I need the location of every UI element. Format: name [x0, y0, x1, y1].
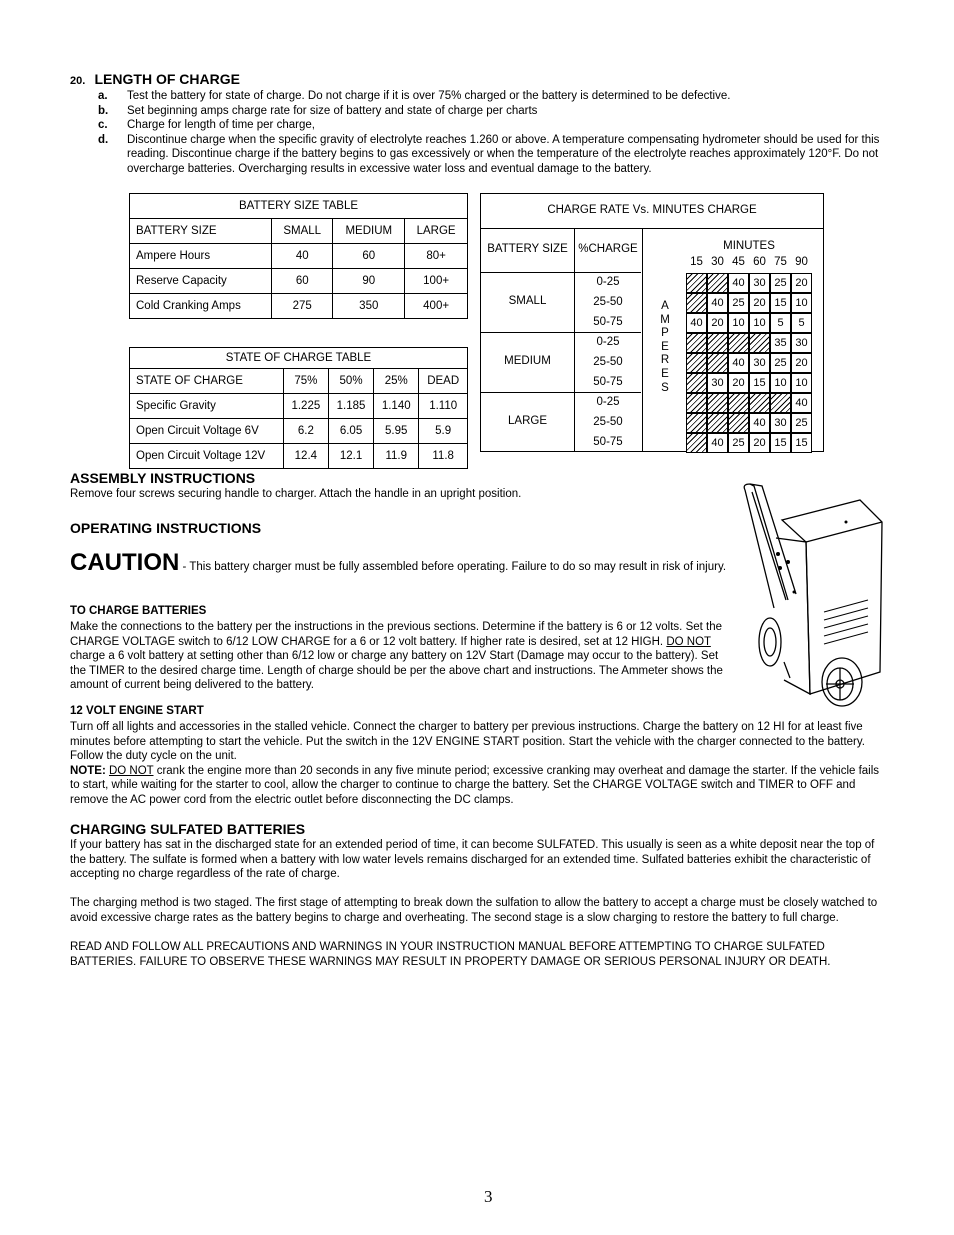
ampere-cell: 15 [770, 433, 791, 453]
assembly-text: Remove four screws securing handle to charger. Attach the handle in an upright position. [70, 488, 522, 500]
percent-charge-label: 0-25 [596, 336, 620, 348]
ampere-cell: 40 [728, 353, 749, 373]
table-cell: Ampere Hours [130, 244, 272, 269]
section-length-heading [70, 71, 240, 87]
table-title: STATE OF CHARGE TABLE [130, 348, 468, 369]
amperes-letter: S [661, 381, 669, 394]
percent-charge-label: 50-75 [593, 436, 623, 448]
ampere-cell: 40 [791, 393, 812, 413]
hatched-cell [749, 393, 770, 413]
section-title: LENGTH OF CHARGE [94, 71, 240, 87]
ampere-cell: 20 [791, 273, 812, 293]
hatched-cell [707, 273, 728, 293]
ampere-cell: 40 [707, 293, 728, 313]
table-cell: 5.95 [374, 419, 419, 444]
hatched-cell [728, 393, 749, 413]
table-cell: 11.8 [419, 444, 468, 469]
ampere-cell: 20 [749, 433, 770, 453]
list-item [98, 89, 884, 104]
list-letter: b. [98, 104, 109, 117]
table-cell: 350 [333, 294, 405, 319]
table-cell: 90 [333, 269, 405, 294]
engine-start-text [70, 720, 884, 808]
ampere-cell: 40 [686, 313, 707, 333]
list-item [98, 133, 884, 177]
list-letter: a. [98, 90, 108, 102]
hatched-cell [686, 433, 707, 453]
engine-start-note [70, 764, 884, 808]
battery-size-table [129, 193, 468, 319]
note-text: crank the engine more than 20 seconds in any five minute period; excessive cranking may overheat and damage the starter. If the vehicle fails to start, while waiting for the starter to cool, allow the charger to continue to charge the battery. Set the CHARGE VOLTAGE switch and TIMER to OFF and remove the AC power cord from the electric outlet before disconnecting the DC clamps. [70, 764, 880, 806]
ampere-cell: 15 [770, 293, 791, 313]
caution-word: CAUTION [70, 549, 180, 576]
table-cell: Cold Cranking Amps [130, 294, 272, 319]
table-cell: 1.140 [374, 394, 419, 419]
hatched-cell [707, 333, 728, 353]
hatched-cell [686, 393, 707, 413]
table-header: 75% [283, 369, 328, 394]
ampere-cell: 30 [749, 273, 770, 293]
charge-rate-table [480, 193, 824, 452]
battery-size-label: LARGE [508, 415, 547, 427]
ampere-cell: 10 [770, 373, 791, 393]
percent-charge-label: 25-50 [593, 356, 623, 368]
table-cell: 60 [333, 244, 405, 269]
table-cell: 1.185 [328, 394, 373, 419]
amperes-letter: R [660, 354, 670, 367]
minutes-tick: 45 [732, 256, 745, 268]
table-cell: 11.9 [374, 444, 419, 469]
length-of-charge-list [98, 89, 884, 176]
hatched-cell [686, 353, 707, 373]
amperes-letter: A [661, 300, 669, 312]
amperes-letter: E [661, 340, 669, 353]
to-charge-text [70, 620, 735, 693]
sulfated-text [70, 838, 884, 969]
table-header: SMALL [272, 219, 333, 244]
battery-charger-illustration [740, 482, 885, 710]
table-cell: 80+ [405, 244, 468, 269]
to-charge-text-a: Make the connections to the battery per the instructions in the previous sections. Determine if the battery is 6 or 12 volts. Set the CHARGE VOLTAGE switch to 6/12 LOW CHARGE for a 6 or 12 volt battery. If higher rate is desired, set at 12 HIGH. [70, 621, 723, 648]
hatched-cell [728, 413, 749, 433]
table-cell: Reserve Capacity [130, 269, 272, 294]
ampere-cell: 5 [791, 313, 812, 333]
hatched-cell [686, 293, 707, 313]
table-title: CHARGE RATE Vs. MINUTES CHARGE [547, 204, 757, 216]
table-cell: Specific Gravity [130, 394, 284, 419]
ampere-cell: 40 [728, 273, 749, 293]
ampere-cell: 20 [791, 353, 812, 373]
minutes-tick: 60 [753, 256, 766, 268]
note-do-not: DO NOT [108, 764, 154, 777]
ampere-cell: 25 [770, 353, 791, 373]
table-cell: 12.1 [328, 444, 373, 469]
do-not-emphasis: DO NOT [666, 635, 711, 648]
minutes-tick: 75 [774, 256, 787, 268]
ampere-cell: 40 [749, 413, 770, 433]
percent-charge-label: 0-25 [596, 276, 620, 288]
table-cell: 12.4 [283, 444, 328, 469]
percent-charge-label: 0-25 [596, 396, 620, 408]
table-cell: Open Circuit Voltage 12V [130, 444, 284, 469]
ampere-cell: 10 [749, 313, 770, 333]
list-item [98, 104, 884, 119]
minutes-tick: 15 [690, 256, 703, 268]
table-header: 50% [328, 369, 373, 394]
ampere-cell: 25 [728, 433, 749, 453]
amperes-label [657, 300, 673, 395]
table-cell: 1.110 [419, 394, 468, 419]
ampere-cell: 25 [791, 413, 812, 433]
ampere-cell: 30 [749, 353, 770, 373]
hatched-cell [686, 333, 707, 353]
table-header: LARGE [405, 219, 468, 244]
hatched-cell [686, 373, 707, 393]
hatched-cell [728, 333, 749, 353]
list-item [98, 118, 884, 133]
engine-start-title: 12 VOLT ENGINE START [70, 705, 204, 717]
table-header: DEAD [419, 369, 468, 394]
caution-paragraph [70, 550, 738, 576]
list-letter: c. [98, 119, 108, 131]
battery-size-label: MEDIUM [504, 355, 551, 367]
ampere-cell: 10 [791, 293, 812, 313]
page-number: 3 [484, 1187, 493, 1206]
table-cell: 6.05 [328, 419, 373, 444]
sulfated-paragraph-2: The charging method is two staged. The first stage of attempting to break down the sulfation to allow the battery to accept a charge must be closely watched to avoid excessive charge rates as the battery begins to charge and overheating. The second stage is a slow charging to restore the battery to full charge. [70, 897, 878, 924]
ampere-cell: 5 [770, 313, 791, 333]
state-of-charge-table [129, 347, 468, 469]
ampere-cell: 15 [749, 373, 770, 393]
battery-size-label: SMALL [508, 295, 547, 307]
minutes-tick: 90 [795, 256, 808, 268]
ampere-cell: 35 [770, 333, 791, 353]
ampere-cell: 20 [749, 293, 770, 313]
minutes-tick: 30 [711, 256, 724, 268]
table-cell: 5.9 [419, 419, 468, 444]
sulfated-title: CHARGING SULFATED BATTERIES [70, 821, 306, 837]
hatched-cell [707, 413, 728, 433]
hatched-cell [686, 273, 707, 293]
list-text: Discontinue charge when the specific gravity of electrolyte reaches 1.260 or above. A temperature compensating hydrometer should be used for this reading. Discontinue charge if the battery begins to gas excessively or when the temperature of the electrolyte reaches approximately 120°F. Do not overcharge batteries. Overcharging results in excessive water loss and eventual damage to the battery. [127, 133, 880, 175]
percent-charge-label: 50-75 [593, 316, 623, 328]
amperes-letter: M [660, 313, 670, 326]
engine-start-body: Turn off all lights and accessories in the stalled vehicle. Connect the charger to battery per previous instructions. Charge the battery on 12 HI for at least five minutes before attempting to start the vehicle. Put the switch in the 12V ENGINE START position. Start the vehicle with the charger connected to the battery. Follow the duty cycle on the unit. [70, 721, 865, 763]
table-cell: 100+ [405, 269, 468, 294]
ampere-cell: 20 [728, 373, 749, 393]
ampere-cell: 30 [770, 413, 791, 433]
table-cell: Open Circuit Voltage 6V [130, 419, 284, 444]
sulfated-paragraph-1: If your battery has sat in the discharged state for an extended period of time, it can become SULFATED. This usually is seen as a white deposit near the top of the battery. The sulfate is formed when a battery with low water levels remains discharged for an extended time. Sulfated batteries exhibit the characteristic of accepting no charge regardless of the rate of charge. [70, 839, 875, 881]
ampere-cell: 30 [707, 373, 728, 393]
caution-text: - This battery charger must be fully assembled before operating. Failure to do so may result in risk of injury. [179, 561, 727, 573]
percent-charge-label: 25-50 [593, 296, 623, 308]
to-charge-text-b: charge a 6 volt battery at setting other than 6/12 low or charge any battery on 12V Start (Damage may occur to the battery). Set the TIMER to the desired charge time. Length of charge should be per the above chart and instructions. The Ammeter shows the amount of current being delivered to the battery. [70, 650, 723, 692]
percent-charge-label: 25-50 [593, 416, 623, 428]
table-cell: 275 [272, 294, 333, 319]
ampere-cell: 25 [728, 293, 749, 313]
ampere-cell: 20 [707, 313, 728, 333]
table-header: 25% [374, 369, 419, 394]
table-cell: 400+ [405, 294, 468, 319]
hatched-cell [770, 393, 791, 413]
sulfated-warning: READ AND FOLLOW ALL PRECAUTIONS AND WARNINGS IN YOUR INSTRUCTION MANUAL BEFORE ATTEMPTING TO CHARGE SULFATED BATTERIES. FAILURE TO OBSERVE THESE WARNINGS MAY RESULT IN PROPERTY DAMAGE OR SERIOUS PERSONAL INJURY OR DEATH. [70, 941, 831, 968]
table-header: MEDIUM [333, 219, 405, 244]
table-cell: 6.2 [283, 419, 328, 444]
section-number: 20. [70, 75, 86, 87]
amperes-letter: P [661, 327, 669, 340]
hatched-cell [707, 393, 728, 413]
list-text: Set beginning amps charge rate for size of battery and state of charge per charts [127, 104, 538, 117]
hatched-cell [686, 413, 707, 433]
list-letter: d. [98, 133, 109, 146]
minutes-label: MINUTES [723, 240, 775, 252]
table-cell: 1.225 [283, 394, 328, 419]
list-text: Charge for length of time per charge, [127, 119, 315, 131]
table-cell: 40 [272, 244, 333, 269]
note-label: NOTE: [70, 764, 106, 777]
ampere-cell: 10 [791, 373, 812, 393]
ampere-cell: 15 [791, 433, 812, 453]
hatched-cell [707, 353, 728, 373]
column-header: BATTERY SIZE [487, 243, 568, 255]
hatched-cell [749, 333, 770, 353]
percent-charge-label: 50-75 [593, 376, 623, 388]
table-title: BATTERY SIZE TABLE [130, 194, 468, 219]
ampere-cell: 40 [707, 433, 728, 453]
operating-title: OPERATING INSTRUCTIONS [70, 520, 262, 536]
table-cell: 60 [272, 269, 333, 294]
list-text: Test the battery for state of charge. Do not charge if it is over 75% charged or the battery is determined to be defective. [127, 90, 731, 102]
ampere-cell: 30 [791, 333, 812, 353]
table-header: BATTERY SIZE [130, 219, 272, 244]
table-header: STATE OF CHARGE [130, 369, 284, 394]
to-charge-title: TO CHARGE BATTERIES [70, 605, 207, 617]
assembly-title: ASSEMBLY INSTRUCTIONS [70, 470, 256, 486]
ampere-cell: 25 [770, 273, 791, 293]
column-header: %CHARGE [578, 243, 638, 255]
amperes-letter: E [661, 367, 669, 380]
ampere-cell: 10 [728, 313, 749, 333]
